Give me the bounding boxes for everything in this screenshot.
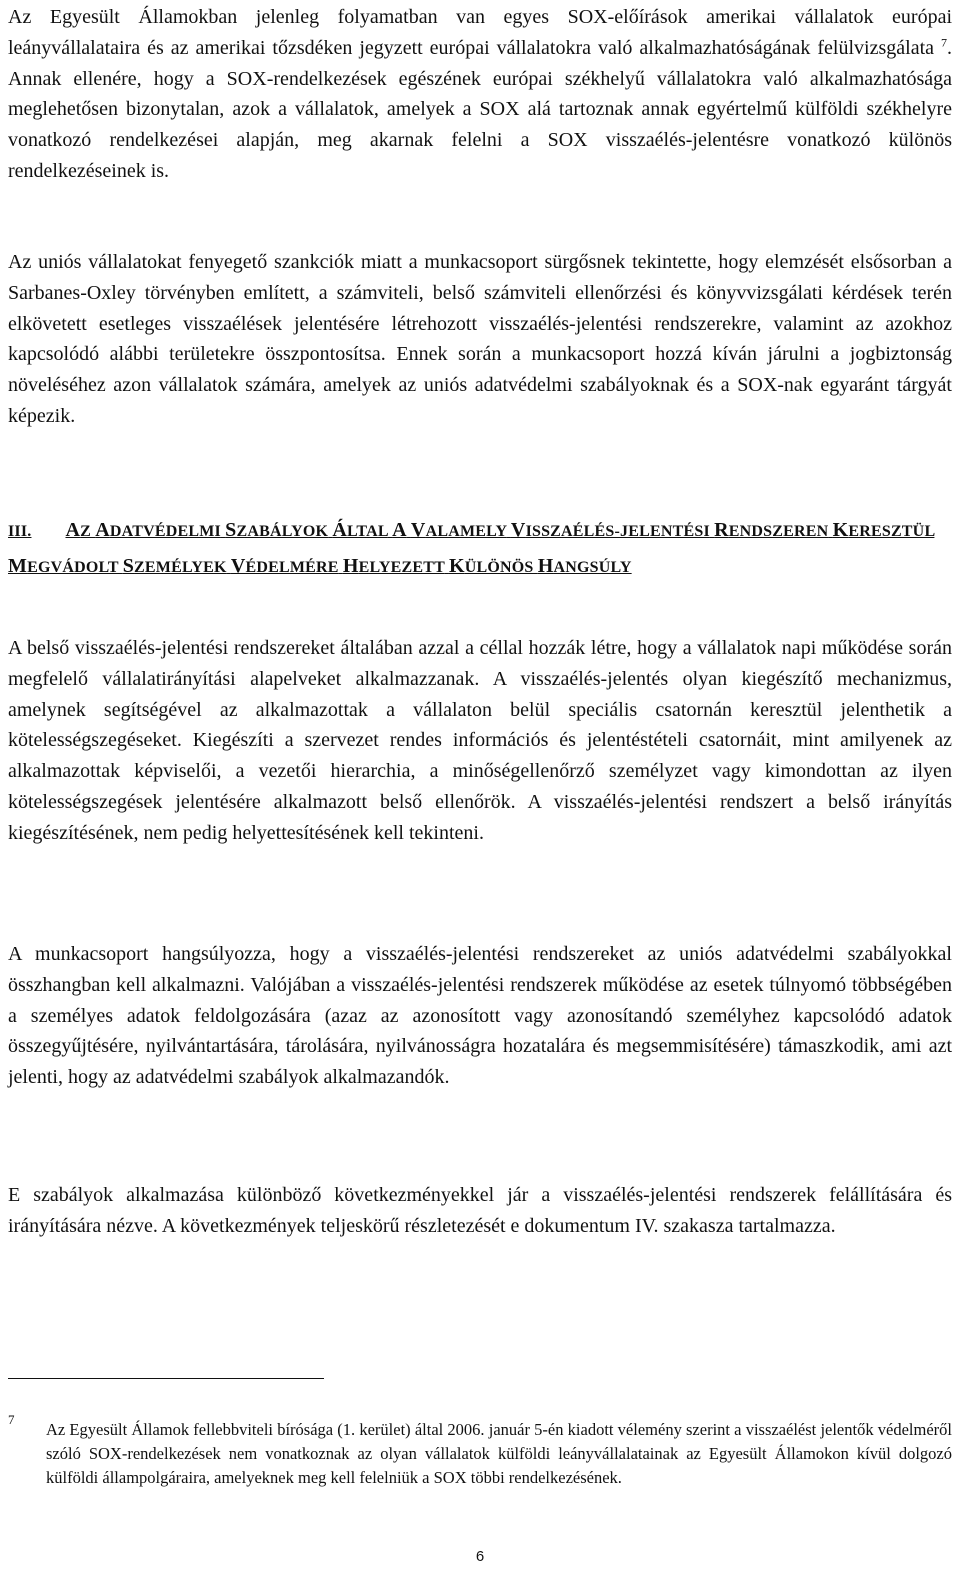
footnote-separator (8, 1378, 324, 1379)
section-heading (8, 513, 952, 585)
footnote (8, 1412, 952, 1490)
section-number: III. (8, 523, 32, 540)
page-number: 6 (475, 1548, 485, 1565)
footnote-reference[interactable]: 7 (941, 35, 947, 50)
paragraph-consequences: E szabályok alkalmazása különböző következményekkel jár a visszaélés-jelentési rendszerek felállítására és irányítására nézve. A következmények teljeskörű részletezését e dokumentum IV. szakasza tartalmazza. (8, 1184, 952, 1237)
paragraph-internal-whistleblowing: A belső visszaélés-jelentési rendszereket általában azzal a céllal hozzák létre, hogy a vállalatok napi működése során megfelelő vállalatirányítási alapelveket alkalmazzanak. A visszaélés-jelentés olyan kiegészítő mechanizmus, amelynek segítségével az alkalmazottak a vállalaton belül speciális csatornán keresztül jelenthetik a kötelességszegéseket. Kiegészíti a szervezet rendes információs és jelentéstételi csatornáit, mint amilyenek az alkalmazottak képviselői, a vezetői hierarchia, a minőségellenőrző személyzet vagy kimondottan az ilyen kötelességszegések jelentésére alkalmazott belső ellenőrök. A visszaélés-jelentési rendszert a belső irányítás kiegészítésének, nem pedig helyettesítésének kell tekinteni. (8, 637, 952, 844)
document-page (8, 0, 952, 1572)
paragraph-text-continued: . Annak ellenére, hogy a SOX-rendelkezések egészének európai székhelyű vállalatokra való alkalmazhatósága meglehetősen bizonytalan, azok a vállalatok, amelyek a SOX alá tartoznak annak egyértelmű külföldi székhelyre vonatkozó rendelkezései alapján, meg akarnak felelni a SOX visszaélés-jelentésre vonatkozó különös rendelkezéseinek is. (8, 36, 952, 182)
paragraph-text: Az Egyesült Államokban jelenleg folyamatban van egyes SOX-előírások amerikai vállalatok európai leányvállalataira és az amerikai tőzsdéken jegyzett európai vállalatokra való alkalmazhatóságának felülvizsgálata (8, 6, 952, 59)
paragraph-data-protection: A munkacsoport hangsúlyozza, hogy a visszaélés-jelentési rendszereket az uniós adatvédelmi szabályokkal összhangban kell alkalmazni. Valójában a visszaélés-jelentési rendszerek működése az esetek túlnyomó többségében a személyes adatok feldolgozására (azaz az azonosított vagy azonosítandó személyhez kapcsolódó adatok összegyűjtésére, nyilvántartására, tárolására, nyilvánosságra hozatalára és megsemmisítésére) támaszkodik, ami azt jelenti, hogy az adatvédelmi szabályok alkalmazandók. (8, 943, 952, 1089)
paragraph-sanctions: Az uniós vállalatokat fenyegető szankciók miatt a munkacsoport sürgősnek tekintette, hogy elemzését elsősorban a Sarbanes-Oxley törvényben említett, a számviteli, belső számviteli ellenőrzési és könyvvizsgálati kérdések terén elkövetett esetleges visszaélések jelentésére létrehozott visszaélés-jelentési rendszerekre, valamint az azokhoz kapcsolódó alábbi területekre összpontosítsa. Ennek során a munkacsoport hozzá kíván járulni a jogbiztonság növeléséhez azon vállalatok számára, amelyek az uniós adatvédelmi szabályoknak és a SOX-nak egyaránt tárgyát képezik. (8, 251, 952, 427)
footnote-mark: 7 (8, 1412, 15, 1427)
paragraph-sox-review (8, 2, 952, 187)
footnote-text: Az Egyesült Államok fellebbviteli bírósága (1. kerület) által 2006. január 5-én kiadott vélemény szerint a visszaélést jelentők védelméről szóló SOX-rendelkezések nem vonatkoznak az olyan vállalatok külföldi leányvállalatainak az Egyesült Államokon kívül dolgozó külföldi állampolgáraira, amelyeknek meg kell felelniük a SOX többi rendelkezésének. (46, 1420, 952, 1487)
section-title: AZ ADATVÉDELMI SZABÁLYOK ÁLTAL A VALAMELY VISSZAÉLÉS-JELENTÉSI RENDSZEREN KERESZTÜL MEGVÁDOLT SZEMÉLYEK VÉDELMÉRE HELYEZETT KÜLÖNÖS HANGSÚLY (8, 519, 935, 577)
